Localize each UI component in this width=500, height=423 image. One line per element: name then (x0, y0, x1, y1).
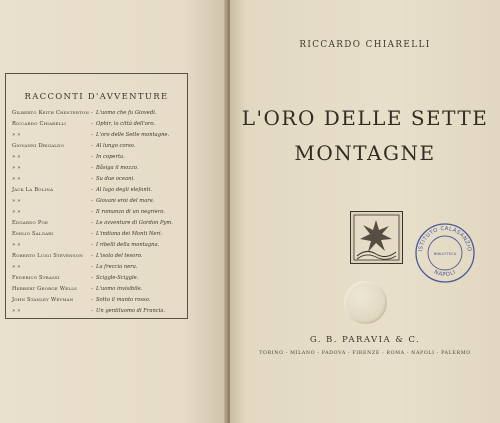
series-entry (12, 220, 184, 230)
series-entry-title: Al lungo corso. (96, 143, 136, 149)
stamp-center-text: BIBLIOTECA (433, 251, 457, 256)
series-entry (12, 121, 184, 131)
series-entry (12, 143, 184, 153)
series-entry-title: L'indiana dei Monti Neri. (96, 231, 163, 237)
series-entry-author: Edgardo Poe (12, 220, 49, 226)
series-entry-dash: - (91, 275, 93, 281)
series-entry (12, 308, 184, 318)
series-entry (12, 286, 184, 296)
series-entry-author: » » (12, 198, 21, 204)
series-entry (12, 231, 184, 241)
series-entry-dash: - (91, 198, 93, 204)
series-entry-dash: - (91, 143, 93, 149)
svg-text:NAPOLI (433, 269, 457, 278)
series-entry-dash: - (91, 297, 93, 303)
series-entry-title: L'uomo invisibile. (96, 286, 143, 292)
series-entry-title: Giovani eroi del mare. (96, 198, 155, 204)
series-entry-title: Sciggle-Sciggle. (96, 275, 139, 281)
series-entry (12, 198, 184, 208)
series-entry-author: John Stanley Weyman (12, 297, 74, 303)
series-entry-author: Emilio Salgari (12, 231, 54, 237)
series-entry (12, 110, 184, 120)
library-stamp (414, 222, 476, 284)
publisher-name: G. B. PARAVIA & C. (309, 335, 421, 345)
series-entry-author: Gilberto Keith Chesterton (12, 110, 90, 116)
series-entry (12, 132, 184, 142)
series-entry-dash: - (91, 308, 93, 314)
series-entry-author: » » (12, 154, 21, 160)
series-entry-title: L'oro delle Sette montagne. (96, 132, 170, 138)
series-entry-author: » » (12, 132, 21, 138)
series-entry-author: » » (12, 165, 21, 171)
svg-text:ISTITUTO CALASANZIO (418, 226, 472, 252)
series-entry (12, 275, 184, 285)
series-entry-dash: - (91, 110, 93, 116)
series-entry-title: In coperta. (96, 154, 125, 160)
series-entry-author: Riccardo Chiarelli (12, 121, 66, 127)
series-entry-title: Båsiga il mozzo. (96, 165, 139, 171)
series-entry-dash: - (91, 231, 93, 237)
series-entry-author: Giovanni Drigaldo (12, 143, 65, 149)
series-entry-title: Un gentiluomo di Francia. (96, 308, 166, 314)
series-entry-dash: - (91, 286, 93, 292)
series-title: RACCONTI D'AVVENTURE (24, 92, 169, 102)
series-entry-title: Su due oceani. (96, 176, 135, 182)
publisher-device-emblem (350, 211, 403, 264)
series-entry-author: » » (12, 209, 21, 215)
series-entry-title: Al lago degli elefanti. (96, 187, 153, 193)
series-entry-author: » » (12, 176, 21, 182)
author-name: RICCARDO CHIARELLI (299, 40, 431, 50)
publisher-cities: TORINO - MILANO - PADOVA - FIRENZE - ROMA - NAPOLI - PALERMO (259, 351, 471, 356)
series-entry (12, 242, 184, 252)
stamp-bottom-text: NAPOLI (432, 269, 458, 279)
series-entry-dash: - (91, 264, 93, 270)
series-list-box (5, 73, 188, 319)
book-title-line-2: MONTAGNE (294, 141, 436, 165)
series-entry-dash: - (91, 253, 93, 259)
series-entry-title: La freccia nera. (96, 264, 138, 270)
series-entry-title: Il romanzo di un negriero. (96, 209, 165, 215)
series-entry-title: Ophir, la città dell'oro. (96, 121, 156, 127)
series-entry (12, 264, 184, 274)
series-entry-title: L'isola del tesoro. (96, 253, 143, 259)
series-entry-title: Sotto il manto rosso. (96, 297, 151, 303)
series-entry-author: » » (12, 308, 21, 314)
series-entry (12, 154, 184, 164)
series-entry-dash: - (91, 165, 93, 171)
blind-emboss-seal (344, 281, 387, 324)
series-entry-author: Herbert George Wells (12, 286, 77, 292)
series-entry (12, 209, 184, 219)
series-entry-author: Jack La Bolina (12, 187, 54, 193)
series-entry-dash: - (91, 176, 93, 182)
series-entry-dash: - (91, 154, 93, 160)
series-entry (12, 176, 184, 186)
series-entry-dash: - (91, 209, 93, 215)
series-entry-author: » » (12, 242, 21, 248)
stamp-top-text: ISTITUTO CALASANZIO (418, 225, 473, 253)
series-entry (12, 297, 184, 307)
book-title-line-1: L'ORO DELLE SETTE (241, 106, 489, 130)
series-entry-author: » » (12, 264, 21, 270)
series-entry-dash: - (91, 132, 93, 138)
series-entry (12, 253, 184, 263)
series-entry-author: Roberto Luigi Stevenson (12, 253, 83, 259)
series-entry-dash: - (91, 121, 93, 127)
series-entry-title: L'uomo che fu Giovedì. (96, 110, 157, 116)
series-entry-title: Le avventure di Gordon Pym. (96, 220, 173, 226)
series-entry (12, 165, 184, 175)
left-page (0, 0, 228, 423)
series-entry-title: I ribelli della montagna. (96, 242, 160, 248)
series-entry-dash: - (91, 220, 93, 226)
series-entry-dash: - (91, 187, 93, 193)
series-entry (12, 187, 184, 197)
series-entry-dash: - (91, 242, 93, 248)
series-entry-author: Federico Strassi (12, 275, 60, 281)
